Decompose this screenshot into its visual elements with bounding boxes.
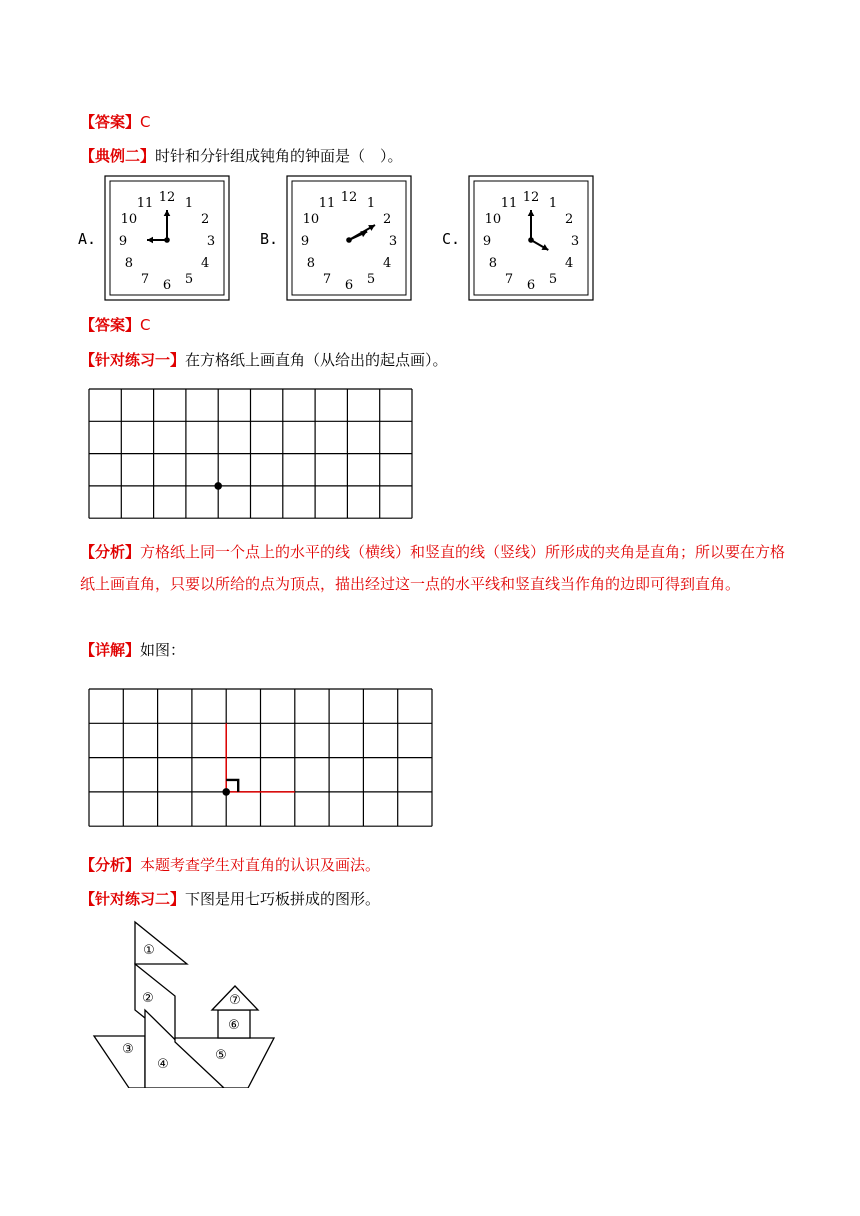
analysis-text: 本题考查学生对直角的认识及画法。 <box>140 856 381 874</box>
clock-a <box>104 175 230 301</box>
clock-center <box>164 237 170 243</box>
piece-label-4: ④ <box>157 1057 169 1072</box>
clock-number: 4 <box>200 256 210 271</box>
square-grid-answer <box>88 688 434 830</box>
clock-number: 10 <box>484 212 502 227</box>
clock-number: 9 <box>300 234 310 249</box>
clock-c <box>468 175 594 301</box>
clock-number: 11 <box>318 195 336 211</box>
clock-center <box>346 237 352 243</box>
clock-number: 8 <box>306 256 316 271</box>
clock-number: 12 <box>340 190 358 205</box>
clock-number: 6 <box>526 278 536 293</box>
example2-tag: 【典例二】 <box>80 147 156 165</box>
clock-number: 5 <box>548 272 558 288</box>
option-a-label: A. <box>78 230 97 248</box>
start-point-dot <box>214 482 222 490</box>
clock-number: 9 <box>482 234 492 249</box>
piece-label-1: ① <box>143 943 155 958</box>
piece-label-3: ③ <box>122 1042 134 1057</box>
clock-number: 4 <box>382 256 392 271</box>
clock-number: 9 <box>118 234 128 249</box>
tangram-piece-3 <box>94 1036 145 1088</box>
option-b-label: B. <box>260 230 279 248</box>
answer-line-1 <box>80 112 151 132</box>
clock-number: 6 <box>162 278 172 293</box>
clock-number: 4 <box>564 256 574 271</box>
clock-number: 5 <box>184 272 194 288</box>
detail-text: 如图： <box>140 641 186 659</box>
tangram-boat-figure <box>90 918 280 1088</box>
clock-number: 1 <box>184 195 194 211</box>
square-grid-question <box>88 388 414 522</box>
clock-number: 7 <box>140 272 150 288</box>
analysis-text: 方格纸上同一个点上的水平的线（横线）和竖直的线（竖线）所形成的夹角是直角；所以要在方格纸上画直角，只要以所给的点为顶点，描出经过这一点的水平线和竖直线当作角的边即可得到直角。 <box>80 543 786 593</box>
analysis2-line <box>80 855 380 875</box>
option-c-label: C. <box>442 230 461 248</box>
practice1-line <box>80 350 448 370</box>
clock-number: 1 <box>548 195 558 211</box>
clock-number: 8 <box>124 256 134 271</box>
answer-tag: 【答案】 <box>80 113 141 131</box>
practice1-tag: 【针对练习一】 <box>80 351 186 369</box>
practice1-question: 在方格纸上画直角（从给出的起点画）。 <box>185 351 448 369</box>
answer-value: C <box>140 113 151 131</box>
clock-number: 10 <box>120 212 138 227</box>
answer-line-2 <box>80 315 151 335</box>
clock-number: 10 <box>302 212 320 227</box>
clock-number: 12 <box>158 190 176 205</box>
piece-label-7: ⑦ <box>229 993 241 1008</box>
piece-label-6: ⑥ <box>228 1018 240 1033</box>
analysis-tag: 【分析】 <box>80 856 141 874</box>
clock-b <box>286 175 412 301</box>
piece-label-5: ⑤ <box>215 1048 227 1063</box>
clock-number: 7 <box>322 272 332 288</box>
example2-line <box>80 146 403 166</box>
piece-label-2: ② <box>142 991 154 1006</box>
clock-number: 11 <box>500 195 518 211</box>
answer-tag: 【答案】 <box>80 316 141 334</box>
analysis1-paragraph <box>80 536 790 600</box>
clock-number: 2 <box>564 212 574 227</box>
practice2-tag: 【针对练习二】 <box>80 890 186 908</box>
clock-number: 3 <box>206 234 216 249</box>
clock-number: 11 <box>136 195 154 211</box>
practice2-text: 下图是用七巧板拼成的图形。 <box>185 890 381 908</box>
practice2-line <box>80 889 380 909</box>
clock-number: 3 <box>388 234 398 249</box>
clock-number: 2 <box>382 212 392 227</box>
analysis-tag: 【分析】 <box>80 543 141 561</box>
example2-question: 时针和分针组成钝角的钟面是（ ）。 <box>155 147 403 165</box>
clock-number: 8 <box>488 256 498 271</box>
answer-value: C <box>140 316 151 334</box>
clock-number: 3 <box>570 234 580 249</box>
clock-number: 12 <box>522 190 540 205</box>
clock-number: 2 <box>200 212 210 227</box>
start-point-dot <box>222 788 230 796</box>
clock-number: 5 <box>366 272 376 288</box>
detail-tag: 【详解】 <box>80 641 141 659</box>
clock-number: 6 <box>344 278 354 293</box>
clock-number: 7 <box>504 272 514 288</box>
detail-line <box>80 640 185 660</box>
clock-center <box>528 237 534 243</box>
clock-number: 1 <box>366 195 376 211</box>
